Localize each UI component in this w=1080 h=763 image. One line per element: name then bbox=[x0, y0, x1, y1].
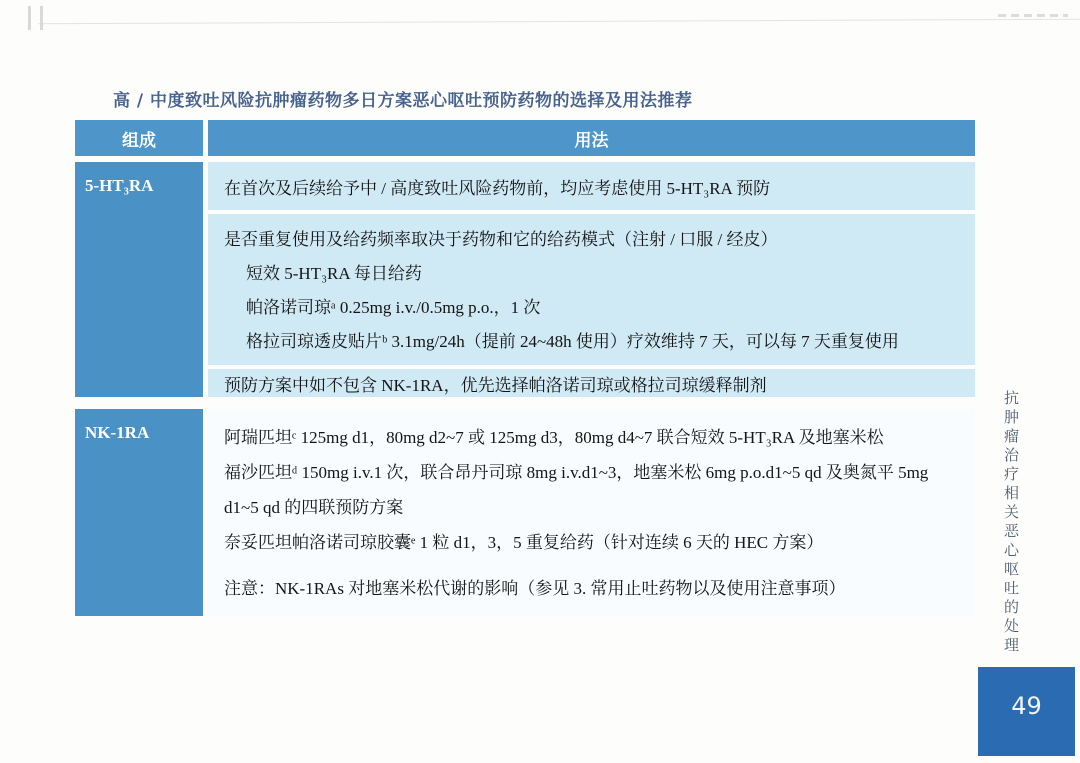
usage-line: 阿瑞匹坦ᶜ 125mg d1，80mg d2~7 或 125mg d3，80mg d4~7 联合短效 5-HT₃RA 及地塞米松 bbox=[224, 428, 884, 447]
usage-line: 帕洛诺司琼ᵃ 0.25mg i.v./0.5mg p.o.，1 次 bbox=[246, 298, 541, 317]
column-header-composition: 组成 bbox=[75, 120, 203, 156]
usage-line: 预防方案中如不包含 NK-1RA，优先选择帕洛诺司琼或格拉司琼缓释制剂 bbox=[224, 375, 767, 395]
usage-cells-5ht3ra bbox=[208, 162, 975, 397]
usage-line: 短效 5-HT₃RA 每日给药 bbox=[246, 264, 422, 283]
usage-cell-repeat-dosing bbox=[208, 214, 975, 365]
usage-line: 奈妥匹坦帕洛诺司琼胶囊ᵉ 1 粒 d1，3，5 重复给药（针对连续 6 天的 HEC 方案） bbox=[224, 533, 824, 552]
usage-line: 在首次及后续给予中 / 高度致吐风险药物前，均应考虑使用 5-HT₃RA 预防 bbox=[224, 178, 771, 198]
page-number: 49 bbox=[1011, 691, 1042, 720]
row-label-5ht3ra: 5-HT₃RA bbox=[75, 162, 203, 397]
usage-line: 格拉司琼透皮贴片ᵇ 3.1mg/24h（提前 24~48h 使用）疗效维持 7 天，可以每 7 天重复使用 bbox=[246, 332, 899, 351]
table-row-5ht3ra bbox=[75, 162, 975, 397]
table-row-nk1ra bbox=[75, 409, 975, 616]
usage-cell-nk1ra bbox=[208, 409, 975, 616]
scan-artifact-left bbox=[28, 6, 43, 30]
table-header-row bbox=[75, 120, 975, 156]
usage-line: 是否重复使用及给药频率取决于药物和它的给药模式（注射 / 口服 / 经皮） bbox=[224, 230, 778, 249]
usage-line: 福沙匹坦ᵈ 150mg i.v.1 次，联合昂丹司琼 8mg i.v.d1~3，地塞米松 6mg p.o.d1~5 qd 及奥氮平 5mg d1~5 qd 的四联预防方案 bbox=[224, 463, 929, 517]
page-title: 高 / 中度致吐风险抗肿瘤药物多日方案恶心呕吐预防药物的选择及用法推荐 bbox=[113, 91, 693, 111]
chapter-sidebar-text: 抗肿瘤治疗相关恶心呕吐的处理 bbox=[1002, 390, 1020, 656]
scan-artifact-right bbox=[998, 14, 1068, 17]
scan-artifact-line bbox=[38, 19, 1080, 25]
usage-note-line: 注意：NK-1RAs 对地塞米松代谢的影响（参见 3. 常用止吐药物以及使用注意事项） bbox=[224, 579, 846, 598]
usage-cells-nk1ra bbox=[208, 409, 975, 616]
usage-cell-no-nk1ra bbox=[208, 369, 975, 397]
page-number-badge bbox=[978, 667, 1075, 756]
usage-cell-first-dose bbox=[208, 162, 975, 210]
column-header-usage: 用法 bbox=[208, 120, 975, 156]
row-label-nk1ra: NK-1RA bbox=[75, 409, 203, 616]
recommendation-table bbox=[75, 120, 975, 616]
